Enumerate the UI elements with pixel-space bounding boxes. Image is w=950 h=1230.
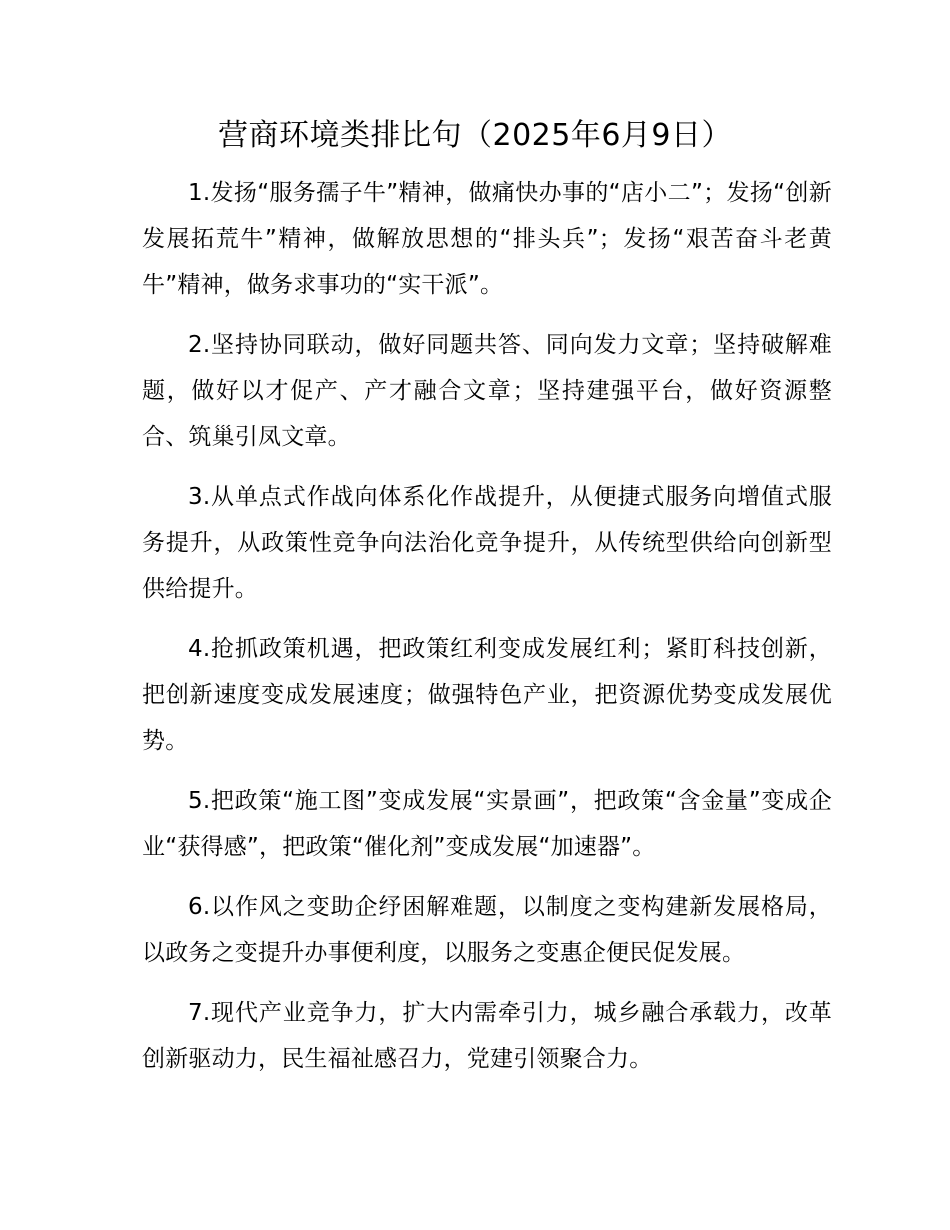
paragraph-4: 4.抢抓政策机遇，把政策红利变成发展红利；紧盯科技创新，把创新速度变成发展速度；做强特色产业，把资源优势变成发展优势。	[142, 636, 832, 754]
paragraph-5: 5.把政策“施工图”变成发展“实景画”，把政策“含金量”变成企业“获得感”，把政策“催化剂”变成发展“加速器”。	[142, 788, 832, 860]
paragraph-6: 6.以作风之变助企纾困解难题，以制度之变构建新发展格局，以政务之变提升办事便利度，以服务之变惠企便民促发展。	[142, 894, 832, 966]
paragraph-2: 2.坚持协同联动，做好同题共答、同向发力文章；坚持破解难题，做好以才促产、产才融合文章；坚持建强平台，做好资源整合、筑巢引凤文章。	[142, 332, 832, 450]
page-title: 营商环境类排比句（2025年6月9日）	[217, 118, 733, 153]
paragraph-7: 7.现代产业竞争力，扩大内需牵引力，城乡融合承载力，改革创新驱动力，民生福祉感召力，党建引领聚合力。	[142, 1000, 832, 1072]
document-body	[142, 170, 832, 1096]
paragraph-3: 3.从单点式作战向体系化作战提升，从便捷式服务向增值式服务提升，从政策性竞争向法治化竞争提升，从传统型供给向创新型供给提升。	[142, 484, 832, 602]
paragraph-1: 1.发扬“服务孺子牛”精神，做痛快办事的“店小二”；发扬“创新发展拓荒牛”精神，做解放思想的“排头兵”；发扬“艰苦奋斗老黄牛”精神，做务求事功的“实干派”。	[142, 180, 832, 298]
